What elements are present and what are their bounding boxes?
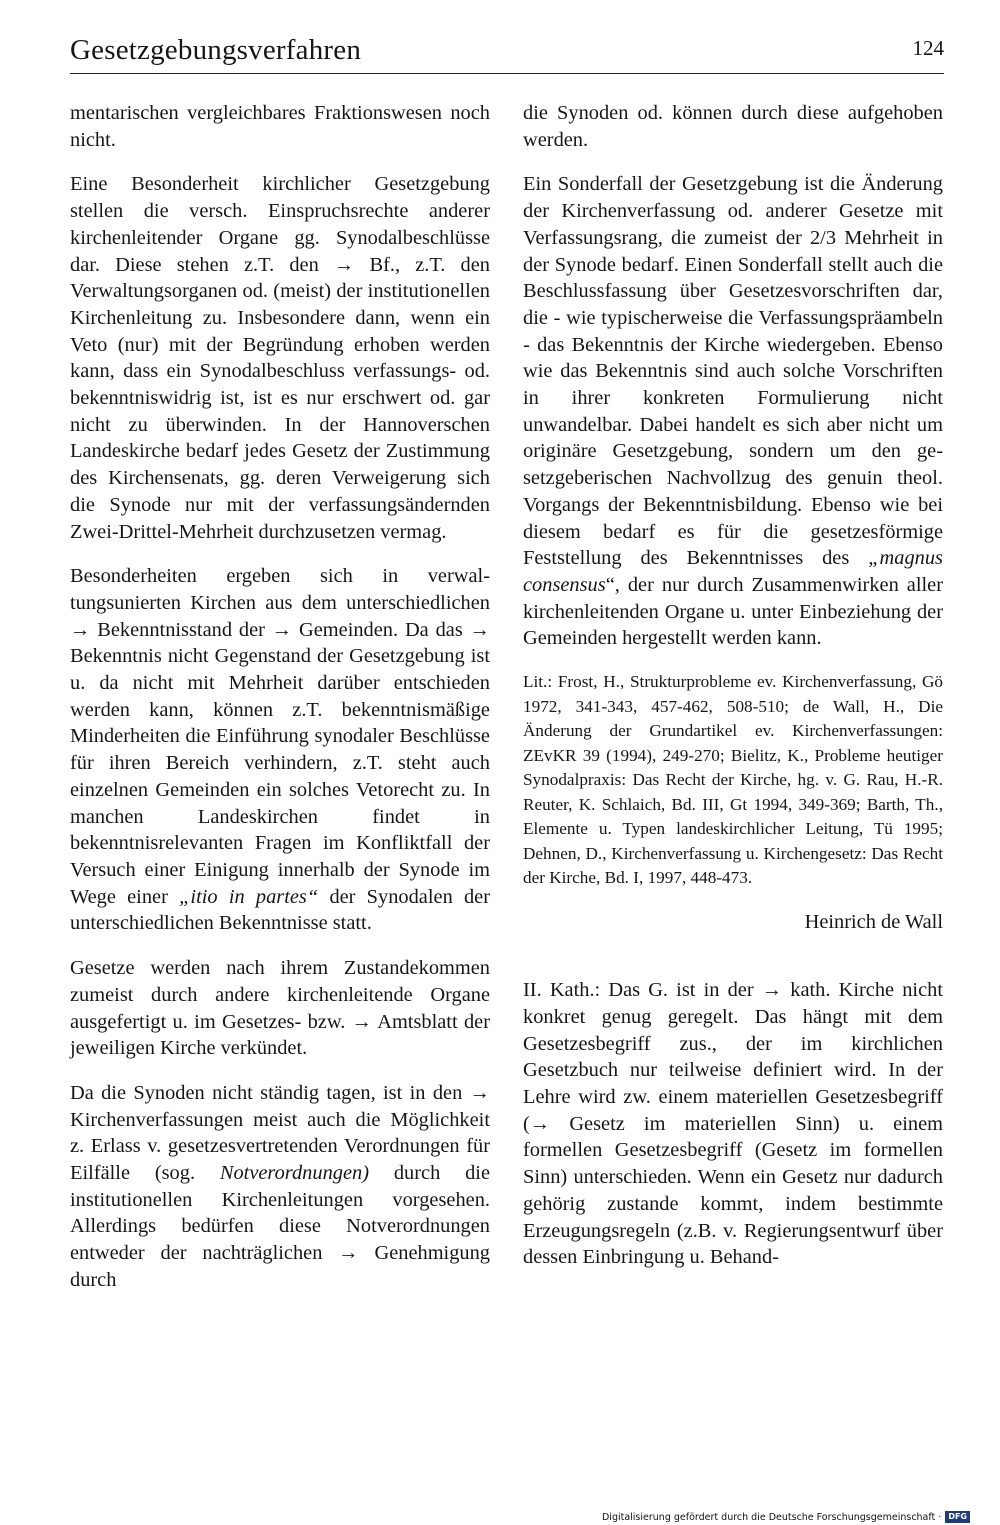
- funding-note: Digitalisierung gefördert durch die Deutsche Forschungsgemeinschaft ·: [601, 1511, 942, 1523]
- right-column: [523, 100, 943, 1289]
- paragraph: mentarischen vergleichbares Fraktionswesen noch nicht.: [70, 102, 490, 151]
- dfg-logo-icon: DFG: [945, 1511, 970, 1523]
- italic-term: Notverordnungen): [219, 1162, 370, 1185]
- paragraph-text: “, der nur durch Zusammenwirken aller kirchenleitenden Organe u. unter Einbeziehung der Gemeinden hergestellt werden kann.: [523, 573, 943, 650]
- left-column: [70, 100, 490, 1312]
- paragraph-text: Ein Sonderfall der Gesetzgebung ist die Änderung der Kirchenverfassung od. anderer Gesetze mit Verfassungsrang, die zumeist der 2/3 Mehrheit in der Synode bedarf. Einen Sonderfall stellt auch die Beschlussfassung über Gesetzesvorschriften dar, die - wie typischerweise die Verfassungspräambeln - das Bekenntnis der Kirche wiedergeben. Ebenso wie das Bekenntnis sind auch solche Vorschriften in ihrer konkreten Formulierung nicht unwandelbar. Dabei handelt es sich aber nicht um originäre Gesetzgebung, sondern um den gesetzgeberischen Nachvollzug des genuin theol. Vorgangs der Bekenntnisbildung. Ebenso wie bei diesem bedarf es für die gesetzesförmige Feststellung des Bekenntnisses des: [523, 173, 943, 570]
- paragraph-text: Besonderheiten ergeben sich in verwaltungsunierten Kirchen aus dem unterschiedlichen → Bekenntnisstand der → Gemeinden. Da das → Bekenntnis nicht Gegenstand der Gesetzgebung ist u. da nicht mit Mehrheit darüber entschieden werden kann, können z.T. bekenntnismäßige Minderheiten die Einführung synodaler Beschlüsse für ihren Bereich verhindern, z.T. steht auch einzelnen Gemeinden ein solches Vetorecht zu. In manchen Landeskirchen findet in bekenntnisrelevanten Fragen im Konfliktfall der Versuch einer Einigung innerhalb der Synode im Wege einer: [70, 565, 490, 908]
- paragraph: [70, 563, 490, 937]
- page-number: 124: [912, 36, 944, 60]
- funding-footer: [602, 1511, 970, 1523]
- italic-term: „magnus consensus: [523, 547, 943, 596]
- paragraph: die Synoden od. können durch diese aufgehoben werden.: [523, 102, 943, 151]
- paragraph-text: der Synodalen der unterschiedlichen Bekenntnisse statt.: [70, 885, 491, 935]
- running-title: Gesetzgebungsverfahren: [70, 34, 362, 66]
- running-head: [70, 34, 944, 72]
- paragraph: Eine Besonderheit kirchlicher Gesetzgebung stellen die versch. Einspruchsrechte anderer kirchenleitender Organe gg. Synodalbeschlüsse dar. Diese stehen z.T. den → Bf., z.T. den Verwaltungsorganen od. (meist) der institutionellen Kirchenleitung zu. Insbesondere dann, wenn ein Veto (nur) mit der Begründung erhoben werden kann, dass ein Synodalbeschluss verfassungs- od. bekenntniswidrig ist, ist es nur erschwert od. gar nicht zu überwinden. In der Hannoverschen Landeskirche bedarf jedes Gesetz der Zustimmung des Kirchensenats, gg. deren Verweigerung sich die Synode nur mit der verfassungsändernden Zwei-Drittel-Mehrheit durchzusetzen vermag.: [70, 173, 490, 543]
- literature-list: Lit.: Frost, H., Strukturprobleme ev. Kirchenverfassung, Gö 1972, 341-343, 457-462, 508-510; de Wall, H., Die Änderung der Grundartikel ev. Kirchenverfassungen: ZEvKR 39 (1994), 249-270; Bielitz, K., Probleme heutiger Synodalpraxis: Das Recht der Kirche, hg. v. G. Rau, H.-R. Reuter, K. Schlaich, Bd. III, Gt 1994, 349-369; Barth, Th., Elemente u. Typen landeskirchlicher Leitung, Tü 1995; Dehnen, D., Kirchenverfassung u. Kirchengesetz: Das Recht der Kirche, Bd. I, 1997, 448-473.: [523, 672, 943, 888]
- paragraph: [523, 171, 943, 652]
- header-rule: [70, 73, 944, 74]
- paragraph: [70, 1080, 490, 1294]
- paragraph: II. Kath.: Das G. ist in der → kath. Kirche nicht konkret genug geregelt. Das hängt mit dem Gesetzesbegriff zus., der im kirchlichen Gesetzbuch nur teilweise definiert wird. In der Lehre wird zw. einem materiellen Gesetzesbegriff (→ Gesetz im materiellen Sinn) u. einem formellen Gesetzesbegriff (Gesetz im formellen Sinn) unterschieden. Wenn ein Gesetz nur dadurch gehörig zustande kommt, indem bestimmte Erzeugungsregeln (z.B. v. Regierungsentwurf über dessen Einbringung u. Behand-: [523, 979, 943, 1269]
- author-name: Heinrich de Wall: [804, 910, 943, 933]
- paragraph-text: Da die Synoden nicht ständig tagen, ist in den → Kirchenverfassungen meist auch die Möglichkeit z. Erlass v. gesetzesvertretenden Verordnungen für Eilfälle (sog.: [70, 1081, 490, 1185]
- paragraph: Gesetze werden nach ihrem Zustandekommen zumeist durch andere kirchenleitende Organe ausgefertigt u. im Gesetzes- bzw. → Amtsblatt der jeweiligen Kirche verkündet.: [70, 957, 490, 1060]
- paragraph-text: durch die institutionellen Kirchenleitungen vorgesehen. Allerdings bedürfen diese Notverordnungen entweder der nachträglichen → Genehmigung durch: [70, 1162, 490, 1291]
- italic-term: „itio in partes“: [179, 885, 319, 908]
